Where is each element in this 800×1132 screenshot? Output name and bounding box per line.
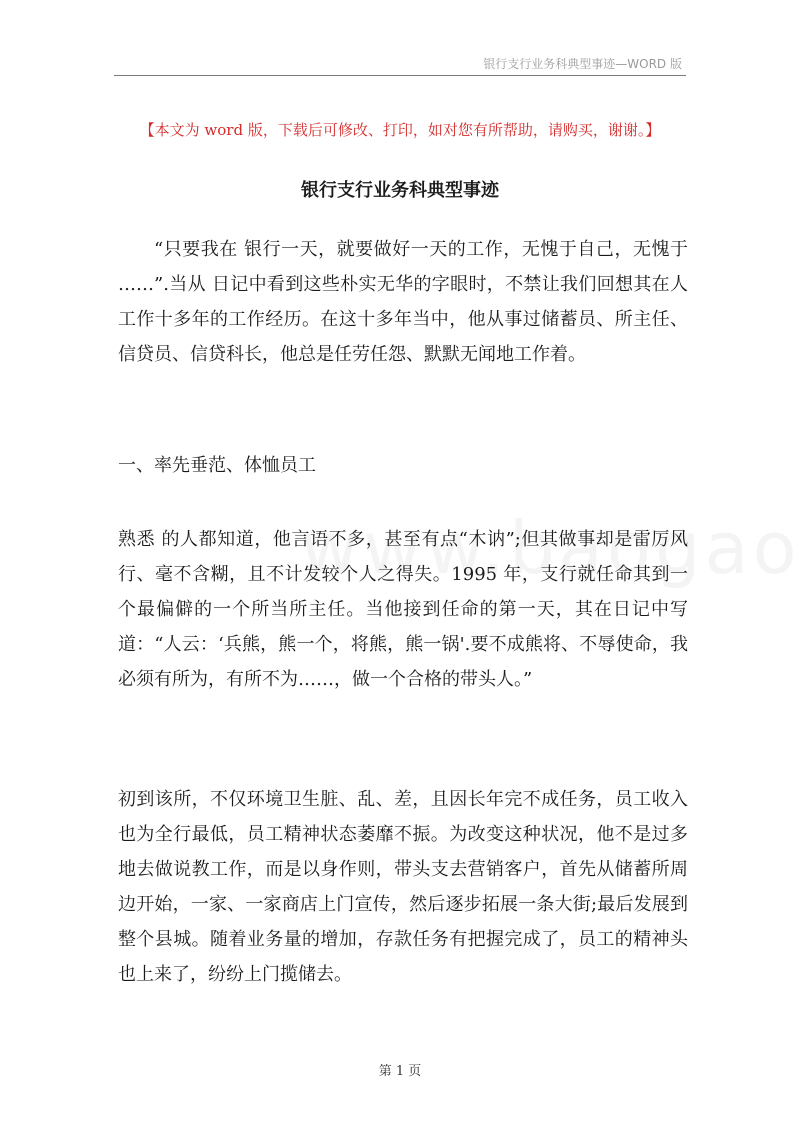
section-heading-1: 一、率先垂范、体恤员工 (118, 455, 316, 476)
page-number: 第 1 页 (378, 1064, 422, 1079)
paragraph-section-1b: 初到该所，不仅环境卫生脏、乱、差，且因长年完不成任务，员工收入也为全行最低，员工精神状态萎靡不振。为改变这种状况，他不是过多地去做说教工作，而是以身作则，带头支去营销客户，首先从储蓄所周边开始，一家、一家商店上门宣传，然后逐步拓展一条大街;最后发展到整个县城。随着业务量的增加，存款任务有把握完成了，员工的精神头也上来了，纷纷上门揽储去。 (118, 789, 688, 985)
paragraph-intro: “只要我在 银行一天，就要做好一天的工作，无愧于自己，无愧于 ……”.当从 日记中看到这些朴实无华的字眼时，不禁让我们回想其在人 工作十多年的工作经历。在这十多年当中，他从事过储蓄员、所主任、信贷员、信贷科长，他总是任劳任怨、默默无闻地工作着。 (118, 239, 688, 365)
download-notice: 【本文为 word 版，下载后可修改、打印，如对您有所帮助，请购买，谢谢。】 (139, 121, 661, 139)
running-header: 银行支行业务科典型事迹—WORD 版 (483, 57, 682, 71)
paragraph-section-1a: 熟悉 的人都知道，他言语不多，甚至有点“木讷”;但其做事却是雷厉风行、毫不含糊，且不计发较个人之得失。1995 年，支行就任命其到一个最偏僻的一个所当所主任。当他接到任命的第一天，其在日记中写道：“人云：‘兵熊，熊一个，将熊，熊一锅'.要不成熊将、不辱使命，我必须有所为，有所不为……，做一个合格的带头人。” (118, 529, 688, 690)
document-title: 银行支行业务科典型事迹 (301, 180, 499, 201)
header-divider (114, 75, 686, 76)
